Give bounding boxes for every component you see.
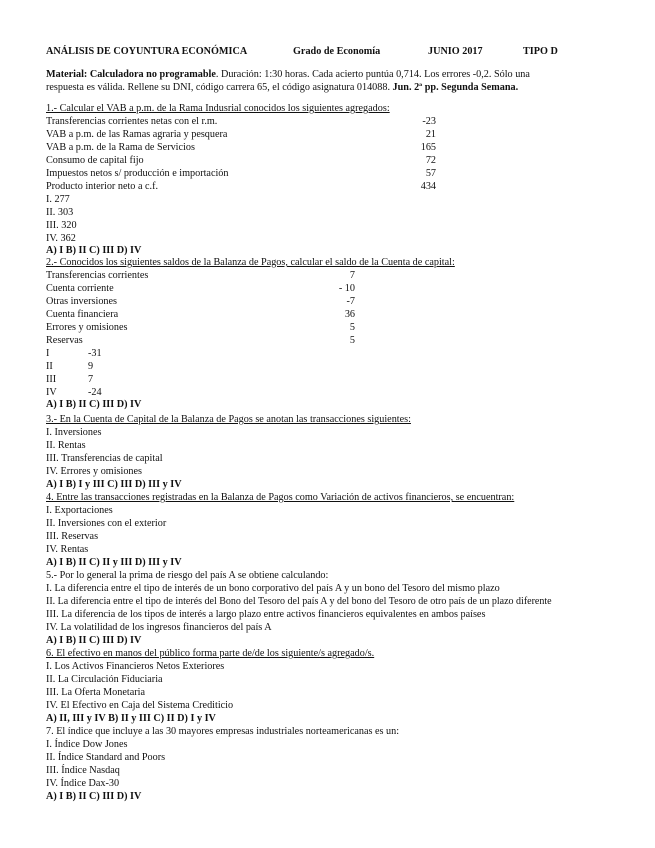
q7-option: I. Índice Dow Jones xyxy=(46,739,128,750)
q7-answer-choices: A) I B) II C) III D) IV xyxy=(46,791,142,802)
q5-option: IV. La volatilidad de los ingresos financieros del país A xyxy=(46,622,272,633)
q5-option: I. La diferencia entre el tipo de interés de un bono corporativo del país A y un bono del Tesoro del mismo plazo xyxy=(46,583,500,594)
q4-option: III. Reservas xyxy=(46,531,99,542)
degree-name: Grado de Economía xyxy=(293,46,381,57)
q2-option-value: 9 xyxy=(88,361,94,372)
q1-question: 1.- Calcular el VAB a p.m. de la Rama Indusrial conocidos los siguientes agregados: xyxy=(46,103,390,114)
q2-item-value: 7 xyxy=(349,270,355,281)
q1-option: II. 303 xyxy=(46,207,74,218)
q1-item-value: 165 xyxy=(420,142,436,153)
q6-option: II. La Circulación Fiduciaria xyxy=(46,674,163,685)
q7-option: IV. Índice Dax-30 xyxy=(46,778,120,789)
q1-item-value: -23 xyxy=(422,116,436,127)
q2-item-value: -7 xyxy=(346,296,355,307)
q5-answer-choices: A) I B) II C) III D) IV xyxy=(46,635,142,646)
q2-item-label: Errores y omisiones xyxy=(46,322,128,333)
q1-item-value: 57 xyxy=(425,168,436,179)
q1-item-value: 434 xyxy=(420,181,436,192)
q2-item-label: Cuenta corriente xyxy=(46,283,114,294)
q2-item-value: 36 xyxy=(344,309,355,320)
q2-item-label: Reservas xyxy=(46,335,83,346)
q4-option: II. Inversiones con el exterior xyxy=(46,518,167,529)
q2-option-num: II xyxy=(46,361,53,372)
q2-option xyxy=(46,374,94,386)
q7-option: II. Índice Standard and Poors xyxy=(46,752,166,763)
q2-option-value: 7 xyxy=(88,374,94,385)
q2-option xyxy=(46,387,102,399)
q6-option: III. La Oferta Monetaria xyxy=(46,687,145,698)
q4-question: 4. Entre las transacciones registradas en la Balanza de Pagos como Variación de activos financieros, se encuentran: xyxy=(46,492,515,503)
q2-option-num: IV xyxy=(46,387,57,398)
q1-item-label: Transferencias corrientes netas con el r.m. xyxy=(46,116,218,127)
q4-option: IV. Rentas xyxy=(46,544,89,555)
q5-option: III. La diferencia de los tipos de interés a largo plazo entre activos financieros equivalentes en ambos países xyxy=(46,609,486,620)
q7-question: 7. El índice que incluye a las 30 mayores empresas industriales norteamericanas es un: xyxy=(46,726,400,737)
q2-option xyxy=(46,348,102,360)
q5-option: II. La diferencia entre el tipo de interés del Bono del Tesoro del país A y del bono del Tesoro de otro país de un plazo diferente xyxy=(46,596,552,607)
q3-option: I. Inversiones xyxy=(46,427,102,438)
q2-item-label: Cuenta financiera xyxy=(46,309,119,320)
q2-option-num: III xyxy=(46,374,57,385)
q3-option: III. Transferencias de capital xyxy=(46,453,163,464)
material-label: Material: Calculadora no programable xyxy=(46,69,216,80)
q1-item-label: VAB a p.m. de las Ramas agraria y pesquera xyxy=(46,129,228,140)
q5-question: 5.- Por lo general la prima de riesgo del país A se obtiene calculando: xyxy=(46,570,329,581)
q3-option: IV. Errores y omisiones xyxy=(46,466,143,477)
q1-item-value: 21 xyxy=(425,129,436,140)
q1-item-value: 72 xyxy=(425,155,436,166)
q1-option: I. 277 xyxy=(46,194,70,205)
q2-item-value: 5 xyxy=(349,335,355,346)
q1-option: IV. 362 xyxy=(46,233,76,244)
material-session: Jun. 2ª pp. Segunda Semana. xyxy=(390,82,519,93)
q1-item-label: Impuestos netos s/ producción e importación xyxy=(46,168,229,179)
q6-option: IV. El Efectivo en Caja del Sistema Crediticio xyxy=(46,700,234,711)
q1-item-label: Consumo de capital fijo xyxy=(46,155,144,166)
q7-option: III. Índice Nasdaq xyxy=(46,765,120,776)
material-line-2 xyxy=(46,82,518,94)
q2-item-label: Transferencias corrientes xyxy=(46,270,149,281)
q1-item-label: Producto interior neto a c.f. xyxy=(46,181,159,192)
q2-option-value: -24 xyxy=(88,387,102,398)
q2-option-num: I xyxy=(46,348,50,359)
q2-answer-choices: A) I B) II C) III D) IV xyxy=(46,399,142,410)
q3-answer-choices: A) I B) I y III C) III D) III y IV xyxy=(46,479,182,490)
q1-item-label: VAB a p.m. de la Rama de Servicios xyxy=(46,142,195,153)
material-text-1: . Duración: 1:30 horas. Cada acierto puntúa 0,714. Los errores -0,2. Sólo una xyxy=(215,69,530,80)
q2-item-value: - 10 xyxy=(338,283,355,294)
exam-title: ANÁLISIS DE COYUNTURA ECONÓMICA xyxy=(46,46,248,57)
material-text-2: respuesta es válida. Rellene su DNI, código carrera 65, el código asignatura 014088. xyxy=(46,82,390,93)
q1-answer-choices: A) I B) II C) III D) IV xyxy=(46,245,142,256)
q2-option-value: -31 xyxy=(88,348,102,359)
q1-option: III. 320 xyxy=(46,220,77,231)
q6-option: I. Los Activos Financieros Netos Exteriores xyxy=(46,661,225,672)
q2-item-value: 5 xyxy=(349,322,355,333)
exam-date: JUNIO 2017 xyxy=(428,46,483,57)
q2-item-label: Otras inversiones xyxy=(46,296,118,307)
material-line-1 xyxy=(46,69,530,81)
q2-question: 2.- Conocidos los siguientes saldos de la Balanza de Pagos, calcular el saldo de la Cuenta de capital: xyxy=(46,257,455,268)
q2-option xyxy=(46,361,94,373)
q3-question: 3.- En la Cuenta de Capital de la Balanza de Pagos se anotan las transacciones siguientes: xyxy=(46,414,411,425)
exam-type: TIPO D xyxy=(523,46,558,57)
q3-option: II. Rentas xyxy=(46,440,86,451)
q6-answer-choices: A) II, III y IV B) II y III C) II D) I y IV xyxy=(46,713,216,724)
q6-question: 6. El efectivo en manos del público forma parte de/de los siguiente/s agregado/s. xyxy=(46,648,375,659)
q4-option: I. Exportaciones xyxy=(46,505,113,516)
q4-answer-choices: A) I B) II C) II y III D) III y IV xyxy=(46,557,182,568)
